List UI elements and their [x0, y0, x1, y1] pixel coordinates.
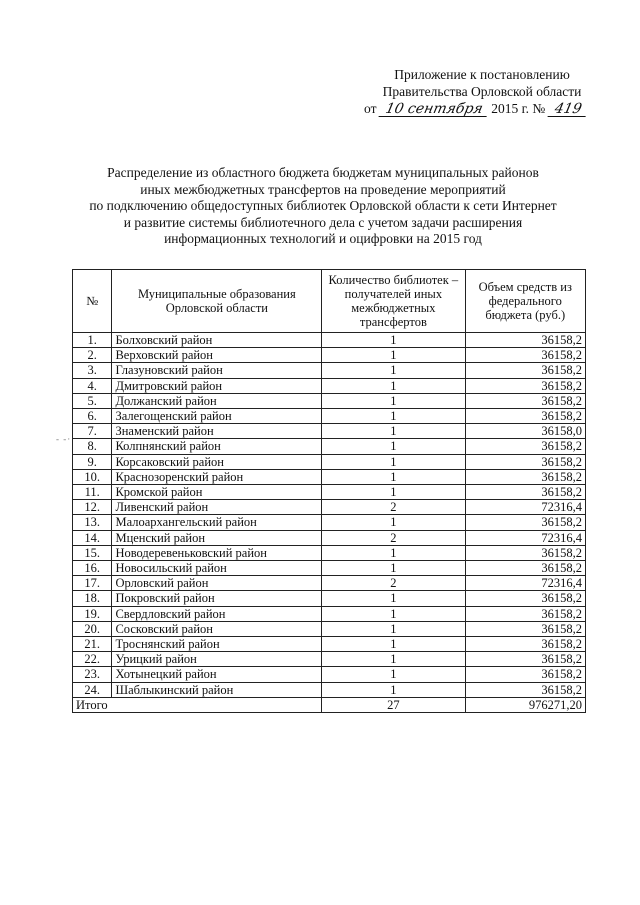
cell-num: 4. — [73, 378, 112, 393]
cell-name: Ливенский район — [112, 500, 322, 515]
cell-count: 1 — [322, 667, 465, 682]
cell-num: 14. — [73, 530, 112, 545]
cell-count: 2 — [322, 530, 465, 545]
table-row — [73, 682, 586, 697]
cell-name: Колпнянский район — [112, 439, 322, 454]
table-row — [73, 439, 586, 454]
cell-num: 3. — [73, 363, 112, 378]
table-row — [73, 363, 586, 378]
cell-count: 2 — [322, 576, 465, 591]
cell-num: 12. — [73, 500, 112, 515]
cell-num: 20. — [73, 621, 112, 636]
table-row — [73, 500, 586, 515]
total-label: Итого — [73, 697, 322, 712]
cell-num: 13. — [73, 515, 112, 530]
cell-name: Малоархангельский район — [112, 515, 322, 530]
title-line: информационных технологий и оцифровки на 2015 год — [164, 231, 482, 247]
cell-count: 1 — [322, 424, 465, 439]
cell-num: 8. — [73, 439, 112, 454]
header-num: № — [73, 270, 112, 333]
cell-count: 1 — [322, 591, 465, 606]
cell-amount: 36158,2 — [465, 393, 585, 408]
cell-count: 1 — [322, 439, 465, 454]
table-header-row — [73, 270, 586, 333]
cell-count: 2 — [322, 500, 465, 515]
annex-line-1: Приложение к постановлению — [394, 67, 570, 82]
cell-name: Знаменский район — [112, 424, 322, 439]
table-row — [73, 621, 586, 636]
cell-name: Корсаковский район — [112, 454, 322, 469]
cell-count: 1 — [322, 409, 465, 424]
cell-count: 1 — [322, 682, 465, 697]
cell-amount: 36158,2 — [465, 409, 585, 424]
cell-num: 17. — [73, 576, 112, 591]
table-row — [73, 652, 586, 667]
cell-count: 1 — [322, 363, 465, 378]
table-row — [73, 485, 586, 500]
cell-num: 1. — [73, 333, 112, 348]
cell-num: 11. — [73, 485, 112, 500]
title-line: Распределение из областного бюджета бюджетам муниципальных районов — [107, 165, 539, 180]
table-row — [73, 515, 586, 530]
cell-count: 1 — [322, 485, 465, 500]
cell-count: 1 — [322, 606, 465, 621]
cell-name: Новодеревеньковский район — [112, 545, 322, 560]
cell-amount: 36158,2 — [465, 621, 585, 636]
cell-amount: 36158,2 — [465, 439, 585, 454]
cell-amount: 72316,4 — [465, 530, 585, 545]
cell-name: Троснянский район — [112, 637, 322, 652]
cell-amount: 36158,2 — [465, 515, 585, 530]
table-body — [73, 333, 586, 698]
cell-count: 1 — [322, 469, 465, 484]
cell-amount: 36158,2 — [465, 363, 585, 378]
table-row — [73, 469, 586, 484]
header-count: Количество библиотек – получателей иных межбюджетных трансфертов — [322, 270, 465, 333]
cell-amount: 36158,2 — [465, 333, 585, 348]
cell-name: Покровский район — [112, 591, 322, 606]
cell-amount: 36158,2 — [465, 591, 585, 606]
cell-name: Кромской район — [112, 485, 322, 500]
table-row — [73, 454, 586, 469]
cell-count: 1 — [322, 393, 465, 408]
annex-prefix: от — [364, 101, 377, 116]
cell-num: 6. — [73, 409, 112, 424]
cell-count: 1 — [322, 515, 465, 530]
cell-amount: 36158,2 — [465, 561, 585, 576]
cell-count: 1 — [322, 378, 465, 393]
cell-amount: 72316,4 — [465, 500, 585, 515]
handwritten-number: 419 — [547, 103, 588, 117]
cell-amount: 36158,2 — [465, 454, 585, 469]
annex-line-3 — [362, 100, 602, 117]
cell-name: Мценский район — [112, 530, 322, 545]
table-row — [73, 348, 586, 363]
cell-amount: 36158,2 — [465, 378, 585, 393]
cell-amount: 36158,2 — [465, 637, 585, 652]
cell-count: 1 — [322, 561, 465, 576]
cell-count: 1 — [322, 454, 465, 469]
cell-amount: 36158,2 — [465, 652, 585, 667]
cell-name: Свердловский район — [112, 606, 322, 621]
table-row — [73, 333, 586, 348]
distribution-table — [72, 269, 586, 713]
cell-name: Должанский район — [112, 393, 322, 408]
cell-name: Дмитровский район — [112, 378, 322, 393]
table-row — [73, 409, 586, 424]
cell-num: 18. — [73, 591, 112, 606]
table-row — [73, 530, 586, 545]
cell-count: 1 — [322, 621, 465, 636]
cell-count: 1 — [322, 333, 465, 348]
cell-name: Залегощенский район — [112, 409, 322, 424]
table-row — [73, 606, 586, 621]
cell-num: 16. — [73, 561, 112, 576]
cell-num: 10. — [73, 469, 112, 484]
cell-name: Урицкий район — [112, 652, 322, 667]
table-row — [73, 545, 586, 560]
cell-amount: 36158,2 — [465, 469, 585, 484]
header-name: Муниципальные образования Орловской области — [112, 270, 322, 333]
cell-num: 7. — [73, 424, 112, 439]
table-row — [73, 378, 586, 393]
cell-amount: 36158,2 — [465, 545, 585, 560]
cell-name: Новосильский район — [112, 561, 322, 576]
cell-name: Хотынецкий район — [112, 667, 322, 682]
total-count: 27 — [322, 697, 465, 712]
annex-header — [362, 66, 602, 117]
cell-name: Глазуновский район — [112, 363, 322, 378]
annex-line-2: Правительства Орловской области — [382, 84, 582, 99]
cell-num: 15. — [73, 545, 112, 560]
cell-amount: 36158,2 — [465, 606, 585, 621]
cell-amount: 36158,0 — [465, 424, 585, 439]
cell-count: 1 — [322, 637, 465, 652]
cell-name: Краснозоренский район — [112, 469, 322, 484]
table-row — [73, 576, 586, 591]
cell-name: Болховский район — [112, 333, 322, 348]
document-title — [60, 165, 586, 248]
table-row — [73, 637, 586, 652]
table-row — [73, 667, 586, 682]
cell-amount: 36158,2 — [465, 667, 585, 682]
table-row — [73, 591, 586, 606]
cell-num: 9. — [73, 454, 112, 469]
cell-amount: 36158,2 — [465, 682, 585, 697]
title-line: по подключению общедоступных библиотек Орловской области к сети Интернет — [89, 198, 557, 214]
title-line: и развитие системы библиотечного дела с учетом задачи расширения — [123, 214, 523, 230]
cell-num: 5. — [73, 393, 112, 408]
title-line: иных межбюджетных трансфертов на проведение мероприятий — [140, 181, 506, 197]
scan-mark: - -· — [56, 434, 72, 444]
annex-year: 2015 г. № — [491, 101, 546, 116]
cell-name: Сосковский район — [112, 621, 322, 636]
cell-num: 22. — [73, 652, 112, 667]
total-row — [73, 697, 586, 712]
table-row — [73, 424, 586, 439]
table-row — [73, 393, 586, 408]
cell-name: Орловский район — [112, 576, 322, 591]
cell-num: 21. — [73, 637, 112, 652]
cell-amount: 36158,2 — [465, 348, 585, 363]
cell-num: 19. — [73, 606, 112, 621]
cell-amount: 72316,4 — [465, 576, 585, 591]
cell-num: 23. — [73, 667, 112, 682]
header-amount: Объем средств из федерального бюджета (руб.) — [465, 270, 585, 333]
cell-name: Верховский район — [112, 348, 322, 363]
cell-num: 24. — [73, 682, 112, 697]
cell-count: 1 — [322, 652, 465, 667]
cell-num: 2. — [73, 348, 112, 363]
cell-count: 1 — [322, 545, 465, 560]
cell-count: 1 — [322, 348, 465, 363]
cell-name: Шаблыкинский район — [112, 682, 322, 697]
table-row — [73, 561, 586, 576]
cell-amount: 36158,2 — [465, 485, 585, 500]
handwritten-date: 10 сентября — [378, 103, 489, 117]
total-amount: 976271,20 — [465, 697, 585, 712]
